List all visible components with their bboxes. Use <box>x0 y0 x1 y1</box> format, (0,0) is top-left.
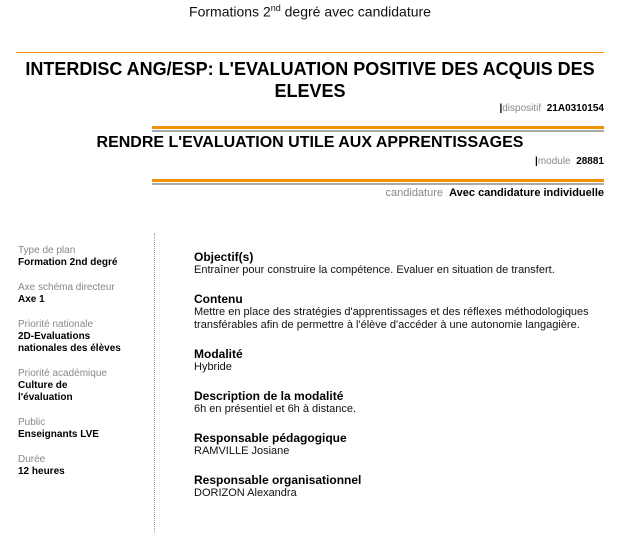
sidebar-label: Type de plan <box>18 245 76 256</box>
section-text: transférables afin de permettre à l'élève d'accéder à une autonomie langagière. <box>194 319 580 331</box>
section-text: Entraîner pour construire la compétence. Evaluer en situation de transfert. <box>194 264 555 276</box>
sidebar-item-type-plan <box>18 245 146 269</box>
section-title: Responsable pédagogique <box>194 431 347 445</box>
section-text: Mettre en place des stratégies d'apprentissages et des réflexes méthodologiques <box>194 306 589 318</box>
header-title-sup: nd <box>270 3 281 13</box>
sidebar-label: Axe schéma directeur <box>18 282 115 293</box>
training-title <box>0 58 620 102</box>
sidebar-item-priorite-nationale <box>18 319 146 355</box>
header-title-prefix: Formations 2 <box>189 3 271 20</box>
section-text: RAMVILLE Josiane <box>194 445 290 457</box>
orange-divider-1 <box>152 126 604 129</box>
section-text: Hybride <box>194 361 232 373</box>
section-text: 6h en présentiel et 6h à distance. <box>194 403 357 415</box>
module-reference: |module 28881 <box>535 156 604 167</box>
module-title: RENDRE L'EVALUATION UTILE AUX APPRENTISSAGES <box>96 134 524 151</box>
dispositif-label: dispositif <box>502 103 542 114</box>
sidebar-value: l'évaluation <box>18 392 73 403</box>
section-title: Responsable organisationnel <box>194 473 362 487</box>
sidebar-value: Enseignants LVE <box>18 429 99 440</box>
sidebar-item-public <box>18 417 146 441</box>
section-title: Objectif(s) <box>194 250 254 264</box>
candidature-label: candidature <box>385 187 444 199</box>
section-modalite <box>194 347 604 374</box>
training-title-line2: ELEVES <box>274 81 346 101</box>
section-text: DORIZON Alexandra <box>194 487 297 499</box>
info-sidebar <box>18 245 146 491</box>
sidebar-value: Culture de <box>18 380 68 391</box>
section-description-modalite <box>194 389 604 416</box>
section-objectifs <box>194 250 604 277</box>
sidebar-value: Formation 2nd degré <box>18 257 118 268</box>
grey-divider-1 <box>152 130 604 132</box>
sidebar-label: Priorité nationale <box>18 319 94 330</box>
section-title: Modalité <box>194 347 243 361</box>
grey-divider-2 <box>152 183 604 185</box>
module-label: module <box>537 156 571 167</box>
vertical-dotted-divider <box>154 233 155 533</box>
section-title: Contenu <box>194 292 243 306</box>
sidebar-label: Durée <box>18 454 46 465</box>
training-title-line1: INTERDISC ANG/ESP: L'EVALUATION POSITIVE DES ACQUIS DES <box>25 59 595 79</box>
sidebar-item-duree <box>18 454 146 478</box>
module-value: 28881 <box>576 156 604 167</box>
sidebar-label: Public <box>18 417 46 428</box>
sidebar-item-axe <box>18 282 146 306</box>
top-orange-rule <box>16 52 604 53</box>
content-panel <box>194 250 604 515</box>
sidebar-value: Axe 1 <box>18 294 45 305</box>
dispositif-value: 21A0310154 <box>546 103 604 114</box>
candidature-value: Avec candidature individuelle <box>449 187 604 199</box>
page-header-title <box>0 3 620 20</box>
orange-divider-2 <box>152 179 604 182</box>
sidebar-value: 12 heures <box>18 466 65 477</box>
section-responsable-organisationnel <box>194 473 604 500</box>
sidebar-item-priorite-academique <box>18 368 146 404</box>
section-responsable-pedagogique <box>194 431 604 458</box>
dispositif-reference: |dispositif 21A0310154 <box>499 103 604 114</box>
sidebar-value: 2D-Evaluations <box>18 331 91 342</box>
sidebar-label: Priorité académique <box>18 368 107 379</box>
section-title: Description de la modalité <box>194 389 344 403</box>
sidebar-value: nationales des élèves <box>18 343 121 354</box>
section-contenu <box>194 292 604 332</box>
header-title-suffix: degré avec candidature <box>280 3 431 20</box>
candidature-line <box>386 187 604 199</box>
